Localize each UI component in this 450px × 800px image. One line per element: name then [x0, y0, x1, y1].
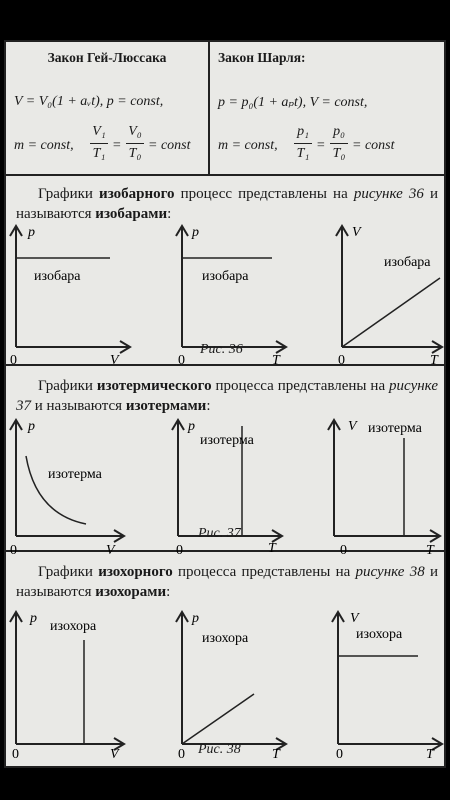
isobaric-graph-p-v — [10, 225, 130, 368]
axis-label-x: V — [110, 353, 119, 368]
origin-label: 0 — [178, 747, 185, 758]
axis-label-x: T — [426, 747, 434, 758]
charles-title: Закон Шарля: — [218, 50, 306, 65]
graph-label: изобара — [384, 255, 431, 270]
isothermal-graph-v-t — [328, 419, 440, 556]
gay-lussac-law — [6, 42, 210, 174]
charles-formula-1: p = p₀(1 + aₚt), V = const, — [218, 95, 368, 110]
axis-label-y: V — [350, 611, 359, 626]
isothermal-intro: Графики изотермического процесса представлены на рисунке 37 и называются изотермами: — [16, 378, 438, 414]
origin-label: 0 — [10, 543, 17, 556]
figure-caption: Рис. 37 — [198, 526, 241, 541]
isothermal-graph-p-v — [10, 419, 124, 556]
isothermal-section — [6, 366, 444, 556]
origin-label: 0 — [336, 747, 343, 758]
gay-lussac-title: Закон Гей-Люссака — [47, 50, 167, 65]
charles-frac2-den: T₀ — [332, 146, 346, 161]
axis-label-y: p — [192, 225, 199, 240]
axis-label-y: p — [30, 611, 37, 626]
axis-label-y: p — [192, 611, 199, 626]
origin-label: 0 — [10, 353, 17, 368]
equals-sign: = — [112, 138, 122, 153]
graph-label: изотерма — [48, 467, 102, 482]
gay-lussac-formula-1: V = V₀(1 + aᵥt), p = const, — [14, 94, 164, 109]
axis-label-x: T — [272, 747, 280, 758]
gay-lussac-formula-2-suffix: = const — [148, 138, 191, 153]
axis-label-x: V — [106, 543, 115, 556]
graph-label: изотерма — [368, 421, 422, 436]
axis-label-y: V — [352, 225, 361, 240]
gay-lussac-frac1-num: V₁ — [92, 124, 106, 139]
graph-label: изохора — [50, 619, 97, 634]
origin-label: 0 — [12, 747, 19, 758]
charles-frac1-num: p₁ — [297, 124, 309, 139]
origin-label: 0 — [176, 543, 183, 556]
origin-label: 0 — [338, 353, 345, 368]
figure-caption: Рис. 38 — [198, 742, 241, 757]
fraction-bar — [330, 143, 348, 144]
fraction-bar — [294, 143, 312, 144]
gay-lussac-frac2-num: V₀ — [128, 124, 142, 139]
axis-label-x: T — [426, 543, 434, 556]
isochoric-intro: Графики изохорного процесса представлены на рисунке 38 и называются изохорами: — [16, 564, 438, 600]
textbook-page — [4, 40, 446, 768]
axis-label-x: T — [268, 541, 276, 556]
axis-label-y: p — [28, 225, 35, 240]
graph-label: изохора — [356, 627, 403, 642]
axis-label-y: V — [348, 419, 357, 434]
isochoric-graph-v-t — [332, 611, 442, 758]
isochoric-graph-p-t — [176, 611, 286, 758]
graph-label: изотерма — [200, 433, 254, 448]
gay-lussac-formula-2-prefix: m = const, — [14, 138, 74, 153]
origin-label: 0 — [340, 543, 347, 556]
charles-law — [210, 42, 444, 174]
axis-label-y: p — [188, 419, 195, 434]
axis-label-x: T — [430, 353, 438, 368]
charles-formula-2-suffix: = const — [352, 138, 395, 153]
fraction-bar — [126, 143, 144, 144]
gay-lussac-frac1-den: T₁ — [92, 146, 106, 161]
isochoric-graph-p-v — [10, 611, 124, 758]
isochoric-graphs — [6, 608, 444, 758]
fraction-bar — [90, 143, 108, 144]
isobaric-section — [6, 174, 444, 366]
origin-label: 0 — [178, 353, 185, 368]
isobaric-intro: Графики изобарного процесс представлены на рисунке 36 и называются изобарами: — [16, 186, 438, 222]
axis-label-x: V — [110, 747, 119, 758]
equals-sign: = — [316, 138, 326, 153]
figure-caption: Рис. 36 — [200, 342, 243, 357]
graph-label: изобара — [34, 269, 81, 284]
charles-frac1-den: T₁ — [296, 146, 310, 161]
graph-label: изобара — [202, 269, 249, 284]
isochoric-section — [6, 552, 444, 766]
charles-formula-2-prefix: m = const, — [218, 138, 278, 153]
charles-frac2-num: p₀ — [333, 124, 345, 139]
graph-label: изохора — [202, 631, 249, 646]
axis-label-x: T — [272, 353, 280, 368]
gay-lussac-frac2-den: T₀ — [128, 146, 142, 161]
isobaric-graph-v-t — [336, 225, 442, 368]
axis-label-y: p — [28, 419, 35, 434]
laws-table — [6, 42, 444, 176]
